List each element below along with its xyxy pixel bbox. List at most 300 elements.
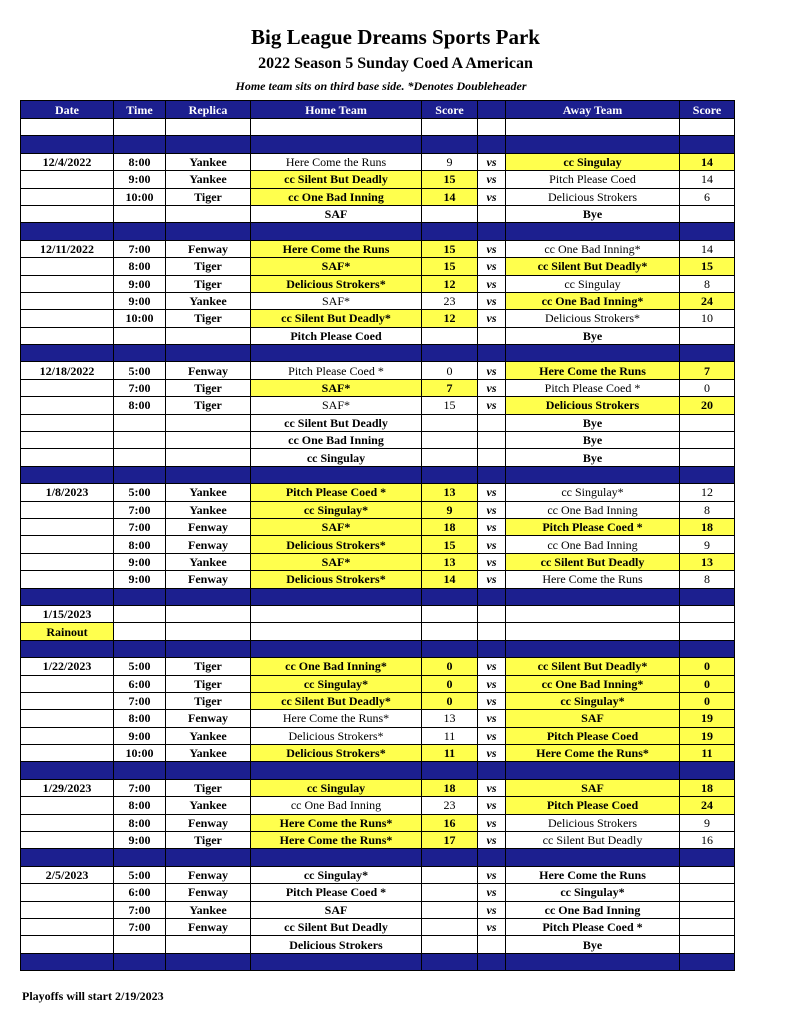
home-team: cc Silent But Deadly* (251, 310, 422, 327)
game-time: 8:00 (114, 153, 166, 170)
empty-cell (166, 849, 251, 866)
table-row (21, 188, 735, 205)
week-separator (21, 762, 735, 779)
away-team: Here Come the Runs* (506, 745, 680, 762)
game-date (21, 414, 114, 431)
home-team: SAF* (251, 292, 422, 309)
empty-cell (422, 119, 478, 136)
table-row (21, 258, 735, 275)
table-row (21, 658, 735, 675)
home-team: cc Singulay (251, 779, 422, 796)
empty-cell (21, 849, 114, 866)
empty-cell (251, 623, 422, 640)
game-replica: Yankee (166, 745, 251, 762)
empty-cell (506, 345, 680, 362)
table-row (21, 779, 735, 796)
home-score (422, 866, 478, 883)
empty-cell (166, 466, 251, 483)
empty-cell (166, 345, 251, 362)
home-score: 15 (422, 536, 478, 553)
away-team: cc One Bad Inning* (506, 292, 680, 309)
home-team: SAF (251, 205, 422, 222)
table-row (21, 553, 735, 570)
vs-label: vs (478, 153, 506, 170)
game-time (114, 936, 166, 953)
game-date (21, 692, 114, 709)
empty-cell (680, 605, 735, 622)
home-team: cc Singulay (251, 449, 422, 466)
game-replica: Fenway (166, 240, 251, 257)
game-date (21, 205, 114, 222)
away-score (680, 432, 735, 449)
game-replica: Tiger (166, 188, 251, 205)
away-score: 24 (680, 797, 735, 814)
game-time: 8:00 (114, 710, 166, 727)
game-time: 7:00 (114, 779, 166, 796)
week-separator (21, 466, 735, 483)
empty-cell (166, 223, 251, 240)
game-time (114, 205, 166, 222)
game-replica (166, 449, 251, 466)
empty-cell (422, 588, 478, 605)
home-score: 17 (422, 832, 478, 849)
home-team: SAF* (251, 518, 422, 535)
away-team: Bye (506, 449, 680, 466)
game-time: 9:00 (114, 275, 166, 292)
empty-cell (114, 119, 166, 136)
away-score (680, 327, 735, 344)
empty-cell (422, 223, 478, 240)
empty-cell (680, 119, 735, 136)
home-score: 0 (422, 675, 478, 692)
game-replica: Yankee (166, 501, 251, 518)
away-team: cc One Bad Inning* (506, 675, 680, 692)
home-score (422, 884, 478, 901)
col-vs-header (478, 101, 506, 119)
game-date (21, 397, 114, 414)
vs-label: vs (478, 692, 506, 709)
game-date: 1/22/2023 (21, 658, 114, 675)
away-team: cc One Bad Inning* (506, 240, 680, 257)
empty-cell (251, 762, 422, 779)
game-date (21, 553, 114, 570)
home-team: Here Come the Runs* (251, 832, 422, 849)
home-team: Here Come the Runs* (251, 814, 422, 831)
game-time: 9:00 (114, 727, 166, 744)
game-date (21, 501, 114, 518)
empty-cell (478, 762, 506, 779)
table-row (21, 310, 735, 327)
home-score: 0 (422, 362, 478, 379)
game-time: 7:00 (114, 240, 166, 257)
vs-label: vs (478, 832, 506, 849)
game-date (21, 275, 114, 292)
away-score (680, 884, 735, 901)
game-time: 7:00 (114, 379, 166, 396)
game-time: 7:00 (114, 501, 166, 518)
home-score: 15 (422, 171, 478, 188)
vs-label (478, 432, 506, 449)
vs-label (478, 414, 506, 431)
game-date (21, 571, 114, 588)
home-team: Pitch Please Coed (251, 327, 422, 344)
empty-cell (166, 640, 251, 657)
game-date (21, 901, 114, 918)
col-replica-header: Replica (166, 101, 251, 119)
game-date (21, 327, 114, 344)
vs-label: vs (478, 901, 506, 918)
game-date (21, 171, 114, 188)
home-score (422, 918, 478, 935)
home-score: 15 (422, 240, 478, 257)
table-row (21, 675, 735, 692)
empty-cell (21, 588, 114, 605)
away-score (680, 449, 735, 466)
col-away-score-header: Score (680, 101, 735, 119)
vs-label: vs (478, 571, 506, 588)
game-time: 5:00 (114, 484, 166, 501)
home-team: cc One Bad Inning (251, 797, 422, 814)
game-date (21, 188, 114, 205)
table-row (21, 571, 735, 588)
table-row (21, 379, 735, 396)
week-separator (21, 588, 735, 605)
empty-cell (680, 640, 735, 657)
empty-cell (506, 119, 680, 136)
away-team: cc One Bad Inning (506, 501, 680, 518)
game-time: 6:00 (114, 884, 166, 901)
game-time: 7:00 (114, 518, 166, 535)
away-team: Here Come the Runs (506, 362, 680, 379)
vs-label: vs (478, 745, 506, 762)
away-score (680, 901, 735, 918)
game-replica: Tiger (166, 258, 251, 275)
empty-cell (251, 136, 422, 153)
schedule-table (20, 100, 735, 971)
empty-cell (422, 136, 478, 153)
away-score: 11 (680, 745, 735, 762)
home-score: 9 (422, 501, 478, 518)
empty-cell (251, 466, 422, 483)
home-team: cc Silent But Deadly (251, 171, 422, 188)
empty-cell (21, 345, 114, 362)
game-replica: Fenway (166, 918, 251, 935)
empty-cell (114, 623, 166, 640)
game-time: 8:00 (114, 814, 166, 831)
away-team: Delicious Strokers (506, 188, 680, 205)
away-team: cc Singulay* (506, 484, 680, 501)
empty-cell (114, 466, 166, 483)
away-score (680, 205, 735, 222)
game-replica: Yankee (166, 901, 251, 918)
game-replica: Yankee (166, 171, 251, 188)
empty-cell (114, 762, 166, 779)
vs-label: vs (478, 188, 506, 205)
away-team: cc Singulay* (506, 692, 680, 709)
home-team: Delicious Strokers* (251, 745, 422, 762)
home-team: Delicious Strokers* (251, 275, 422, 292)
away-team: cc Silent But Deadly (506, 832, 680, 849)
game-time: 9:00 (114, 571, 166, 588)
game-replica: Tiger (166, 310, 251, 327)
empty-cell (166, 119, 251, 136)
game-date: 12/11/2022 (21, 240, 114, 257)
empty-cell (251, 849, 422, 866)
game-replica: Fenway (166, 710, 251, 727)
home-team: cc Singulay* (251, 675, 422, 692)
vs-label: vs (478, 675, 506, 692)
home-score (422, 327, 478, 344)
away-team: SAF (506, 710, 680, 727)
empty-cell (680, 588, 735, 605)
home-team: cc One Bad Inning (251, 188, 422, 205)
spacer-row (21, 119, 735, 136)
empty-cell (506, 136, 680, 153)
empty-cell (166, 953, 251, 970)
away-team: cc Silent But Deadly* (506, 658, 680, 675)
home-team: SAF* (251, 379, 422, 396)
week-separator (21, 223, 735, 240)
away-team: Bye (506, 205, 680, 222)
away-score: 18 (680, 518, 735, 535)
game-time: 10:00 (114, 310, 166, 327)
game-time: 8:00 (114, 797, 166, 814)
game-replica (166, 432, 251, 449)
game-replica: Yankee (166, 797, 251, 814)
away-score: 8 (680, 275, 735, 292)
home-team: SAF (251, 901, 422, 918)
week-separator (21, 953, 735, 970)
game-time: 8:00 (114, 536, 166, 553)
vs-label: vs (478, 484, 506, 501)
away-score: 14 (680, 171, 735, 188)
home-score: 14 (422, 188, 478, 205)
empty-cell (114, 849, 166, 866)
game-time: 5:00 (114, 866, 166, 883)
game-date: 12/4/2022 (21, 153, 114, 170)
empty-cell (114, 588, 166, 605)
away-score: 7 (680, 362, 735, 379)
table-row (21, 623, 735, 640)
game-date: 1/29/2023 (21, 779, 114, 796)
game-replica: Yankee (166, 484, 251, 501)
empty-cell (478, 953, 506, 970)
game-replica (166, 414, 251, 431)
vs-label: vs (478, 310, 506, 327)
empty-cell (21, 119, 114, 136)
empty-cell (680, 953, 735, 970)
table-row (21, 518, 735, 535)
away-team: Pitch Please Coed * (506, 379, 680, 396)
game-date (21, 292, 114, 309)
game-replica: Yankee (166, 153, 251, 170)
home-team: SAF* (251, 258, 422, 275)
home-team: cc Silent But Deadly* (251, 692, 422, 709)
vs-label: vs (478, 918, 506, 935)
vs-label: vs (478, 814, 506, 831)
home-score: 23 (422, 292, 478, 309)
table-row (21, 936, 735, 953)
vs-label: vs (478, 779, 506, 796)
game-date: 1/8/2023 (21, 484, 114, 501)
empty-cell (114, 953, 166, 970)
table-row (21, 327, 735, 344)
empty-cell (166, 762, 251, 779)
game-replica: Tiger (166, 397, 251, 414)
home-score: 14 (422, 571, 478, 588)
game-replica: Tiger (166, 275, 251, 292)
home-score: 11 (422, 727, 478, 744)
empty-cell (251, 640, 422, 657)
away-team: Pitch Please Coed (506, 171, 680, 188)
col-date-header: Date (21, 101, 114, 119)
vs-label: vs (478, 866, 506, 883)
header-row (21, 101, 735, 119)
away-team: cc Silent But Deadly (506, 553, 680, 570)
game-replica (166, 936, 251, 953)
empty-cell (21, 953, 114, 970)
vs-label: vs (478, 362, 506, 379)
schedule-body (21, 119, 735, 971)
away-team: cc Singulay (506, 275, 680, 292)
empty-cell (478, 136, 506, 153)
away-score: 24 (680, 292, 735, 309)
game-time: 8:00 (114, 258, 166, 275)
home-team: cc Singulay* (251, 501, 422, 518)
away-team: Bye (506, 327, 680, 344)
game-date: 2/5/2023 (21, 866, 114, 883)
game-time: 9:00 (114, 553, 166, 570)
vs-label: vs (478, 379, 506, 396)
game-time: 9:00 (114, 292, 166, 309)
away-team: SAF (506, 779, 680, 796)
empty-cell (478, 119, 506, 136)
home-score (422, 449, 478, 466)
game-time: 10:00 (114, 188, 166, 205)
empty-cell (422, 605, 478, 622)
table-row (21, 171, 735, 188)
col-away-team-header: Away Team (506, 101, 680, 119)
empty-cell (478, 623, 506, 640)
empty-cell (251, 223, 422, 240)
empty-cell (422, 762, 478, 779)
table-row (21, 692, 735, 709)
week-separator (21, 849, 735, 866)
empty-cell (506, 223, 680, 240)
vs-label: vs (478, 292, 506, 309)
empty-cell (21, 223, 114, 240)
game-date (21, 745, 114, 762)
empty-cell (166, 605, 251, 622)
empty-cell (478, 605, 506, 622)
away-team: Delicious Strokers (506, 814, 680, 831)
vs-label: vs (478, 501, 506, 518)
home-team: Delicious Strokers (251, 936, 422, 953)
game-time: 10:00 (114, 745, 166, 762)
empty-cell (251, 953, 422, 970)
home-team: cc One Bad Inning (251, 432, 422, 449)
game-time: 7:00 (114, 901, 166, 918)
home-score: 18 (422, 779, 478, 796)
vs-label: vs (478, 710, 506, 727)
empty-cell (166, 623, 251, 640)
away-team: Pitch Please Coed (506, 797, 680, 814)
away-team: Delicious Strokers (506, 397, 680, 414)
away-score: 8 (680, 571, 735, 588)
empty-cell (478, 223, 506, 240)
empty-cell (680, 466, 735, 483)
table-row (21, 884, 735, 901)
game-time: 5:00 (114, 362, 166, 379)
away-team: cc Singulay (506, 153, 680, 170)
away-team: Pitch Please Coed * (506, 518, 680, 535)
away-score (680, 866, 735, 883)
table-row (21, 205, 735, 222)
game-time: 7:00 (114, 918, 166, 935)
empty-cell (478, 466, 506, 483)
playoffs-note: Playoffs will start 2/19/2023 (22, 989, 164, 1003)
vs-label: vs (478, 518, 506, 535)
away-score: 13 (680, 553, 735, 570)
week-separator (21, 136, 735, 153)
away-team: cc Silent But Deadly* (506, 258, 680, 275)
table-row (21, 832, 735, 849)
away-team: cc Singulay* (506, 884, 680, 901)
empty-cell (422, 466, 478, 483)
game-time (114, 449, 166, 466)
empty-cell (478, 640, 506, 657)
table-row (21, 414, 735, 431)
home-score: 12 (422, 310, 478, 327)
table-row (21, 397, 735, 414)
table-row (21, 605, 735, 622)
game-date (21, 536, 114, 553)
away-score: 20 (680, 397, 735, 414)
empty-cell (114, 345, 166, 362)
home-score: 18 (422, 518, 478, 535)
away-score: 9 (680, 536, 735, 553)
home-score: 16 (422, 814, 478, 831)
table-row (21, 432, 735, 449)
away-team: Bye (506, 432, 680, 449)
home-score (422, 205, 478, 222)
home-team: Pitch Please Coed * (251, 484, 422, 501)
table-row (21, 362, 735, 379)
table-row (21, 745, 735, 762)
col-home-team-header: Home Team (251, 101, 422, 119)
home-score (422, 432, 478, 449)
game-replica: Yankee (166, 553, 251, 570)
game-date (21, 936, 114, 953)
vs-label: vs (478, 258, 506, 275)
game-replica: Fenway (166, 884, 251, 901)
away-team: Pitch Please Coed * (506, 918, 680, 935)
home-score (422, 901, 478, 918)
empty-cell (506, 466, 680, 483)
home-team: SAF* (251, 397, 422, 414)
home-team: Here Come the Runs (251, 240, 422, 257)
home-team: SAF* (251, 553, 422, 570)
game-date (21, 518, 114, 535)
game-time: 6:00 (114, 675, 166, 692)
away-score (680, 918, 735, 935)
home-team: Pitch Please Coed * (251, 362, 422, 379)
away-score: 6 (680, 188, 735, 205)
game-replica: Tiger (166, 779, 251, 796)
empty-cell (114, 223, 166, 240)
home-score: 0 (422, 692, 478, 709)
game-time (114, 432, 166, 449)
